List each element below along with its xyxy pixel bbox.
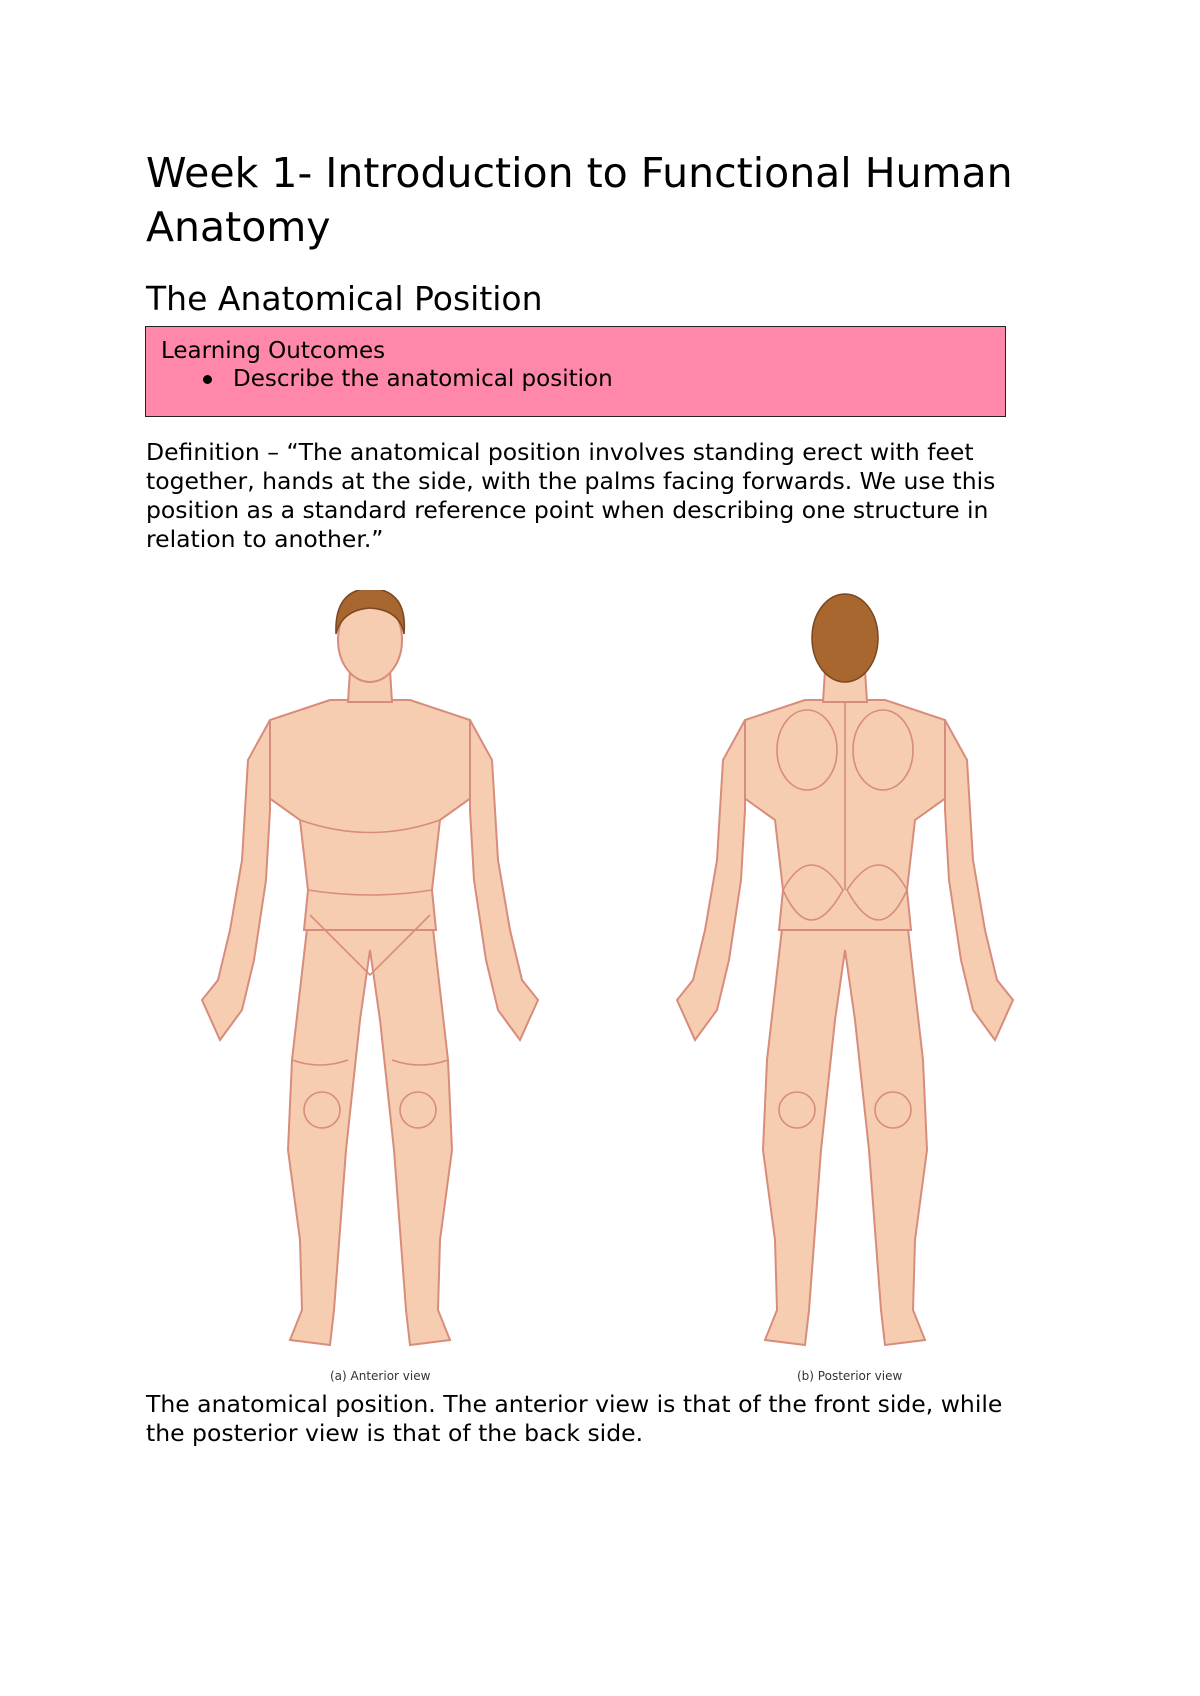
figure-label-posterior: (b) Posterior view xyxy=(797,1369,903,1383)
learning-outcome-item xyxy=(161,365,613,393)
figure-caption: The anatomical position. The anterior view is that of the front side, while the posterior view is that of the back side. xyxy=(146,1390,1003,1447)
anterior-view-illustration xyxy=(202,590,538,1345)
definition-paragraph: Definition – “The anatomical position involves standing erect with feet together, hands at the side, with the palms facing forwards. We use this position as a standard reference point when describing one structure in relation to another.” xyxy=(146,438,996,553)
bullet-icon xyxy=(203,375,212,384)
section-heading: The Anatomical Position xyxy=(146,279,543,318)
figure-label-anterior: (a) Anterior view xyxy=(330,1369,431,1383)
learning-outcome-text: Describe the anatomical position xyxy=(233,366,613,392)
posterior-view-illustration xyxy=(677,594,1013,1345)
learning-outcomes-box xyxy=(145,326,1006,417)
learning-outcomes-heading: Learning Outcomes xyxy=(161,338,386,364)
learning-outcomes-list xyxy=(161,365,613,393)
page-title: Week 1- Introduction to Functional Human Anatomy xyxy=(146,149,1013,251)
anatomical-position-figure xyxy=(190,590,1050,1390)
